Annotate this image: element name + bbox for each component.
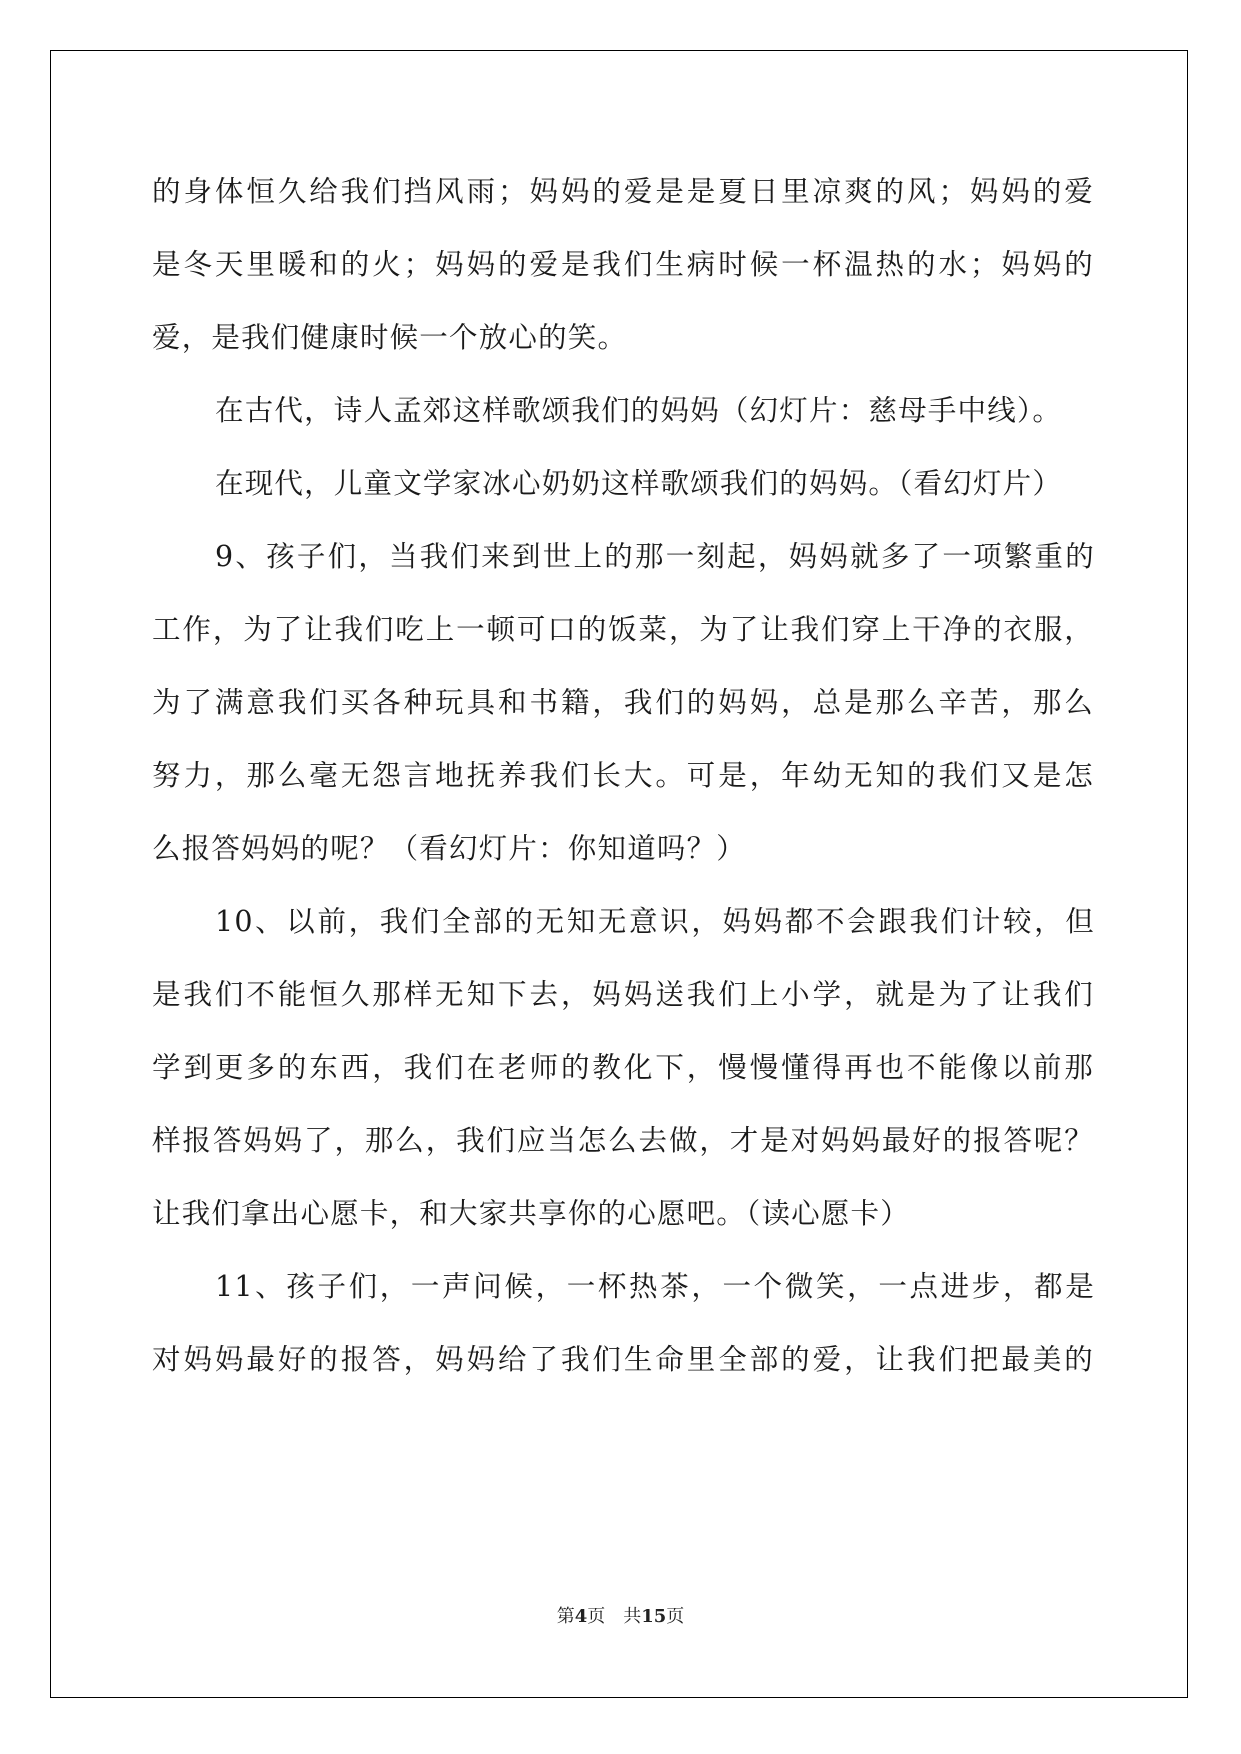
footer-mid: 页 共 <box>587 1606 642 1627</box>
text-line: 对妈妈最好的报答，妈妈给了我们生命里全部的爱，让我们把最美的 <box>152 1343 1094 1376</box>
page-border <box>50 50 1188 1698</box>
text-line: 为了满意我们买各种玩具和书籍，我们的妈妈，总是那么辛苦，那么 <box>152 686 1094 719</box>
footer-suffix: 页 <box>666 1606 685 1627</box>
text-line: 么报答妈妈的呢？（看幻灯片：你知道吗？） <box>152 832 747 865</box>
text-line: 努力，那么毫无怨言地抚养我们长大。可是，年幼无知的我们又是怎 <box>152 759 1094 792</box>
page-footer <box>0 1602 1241 1628</box>
text-line: 是我们不能恒久那样无知下去，妈妈送我们上小学，就是为了让我们 <box>152 978 1094 1011</box>
text-line: 爱，是我们健康时候一个放心的笑。 <box>152 321 628 354</box>
text-line: 11、孩子们，一声问候，一杯热茶，一个微笑，一点进步，都是 <box>215 1270 1095 1303</box>
footer-prefix: 第 <box>556 1606 575 1627</box>
text-line: 工作，为了让我们吃上一顿可口的饭菜，为了让我们穿上干净的衣服， <box>152 613 1094 646</box>
text-line: 在现代，儿童文学家冰心奶奶这样歌颂我们的妈妈。（看幻灯片） <box>215 467 1063 500</box>
text-line: 让我们拿出心愿卡，和大家共享你的心愿吧。（读心愿卡） <box>152 1197 910 1230</box>
total-page-count: 15 <box>641 1606 667 1627</box>
text-line: 学到更多的东西，我们在老师的教化下，慢慢懂得再也不能像以前那 <box>152 1051 1094 1084</box>
text-line: 10、以前，我们全部的无知无意识，妈妈都不会跟我们计较，但 <box>215 905 1095 938</box>
current-page-number: 4 <box>574 1606 588 1627</box>
text-line: 是冬天里暖和的火；妈妈的爱是我们生病时候一杯温热的水；妈妈的 <box>152 248 1094 281</box>
text-line: 的身体恒久给我们挡风雨；妈妈的爱是是夏日里凉爽的风；妈妈的爱 <box>152 175 1094 208</box>
text-line: 在古代，诗人孟郊这样歌颂我们的妈妈（幻灯片：慈母手中线）。 <box>215 394 1063 427</box>
text-line: 样报答妈妈了，那么，我们应当怎么去做，才是对妈妈最好的报答呢？ <box>152 1124 1094 1157</box>
text-line: 9、孩子们，当我们来到世上的那一刻起，妈妈就多了一项繁重的 <box>215 540 1095 573</box>
